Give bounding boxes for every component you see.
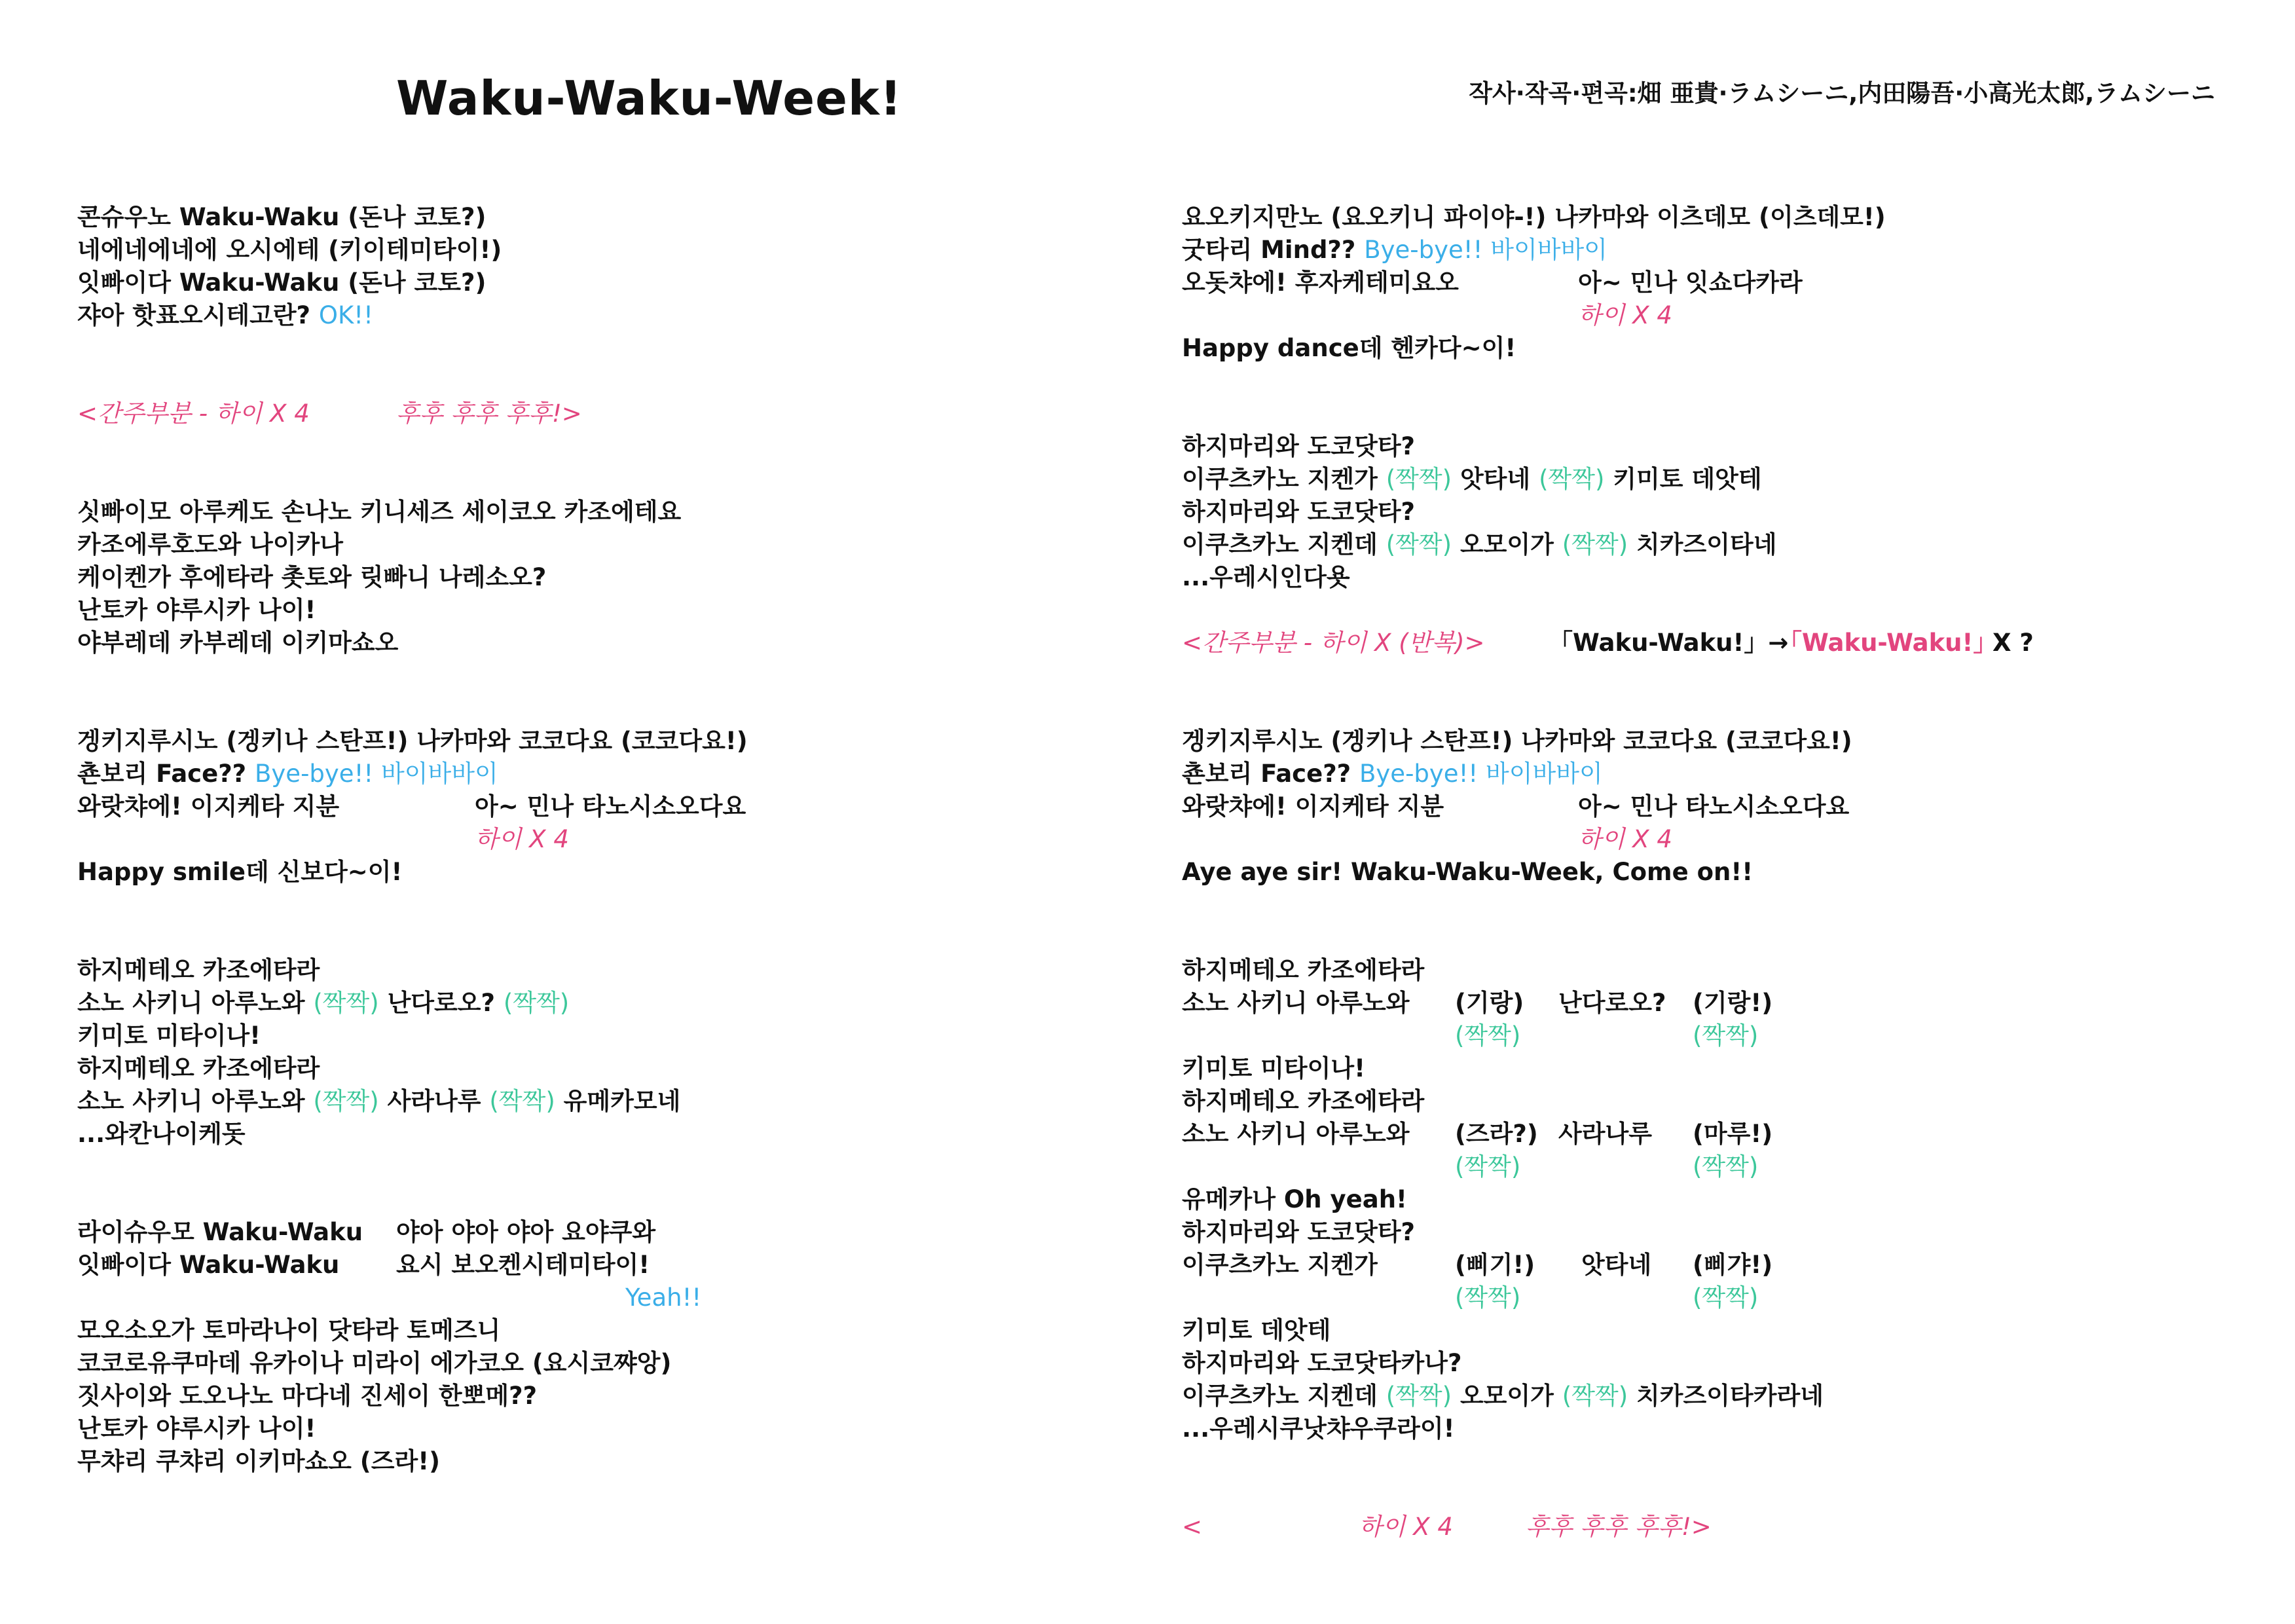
lyric-line: 난토카 야루시카 나이! bbox=[77, 1414, 316, 1443]
song-credits: 작사·작곡·편곡:畑 亜貴·ラムシーニ,内田陽吾·小高光太郎,ラムシーニ bbox=[1469, 79, 2215, 107]
lyric-line: 겡키지루시노 (겡키나 스탄프!) 나카마와 코코다요 (코코다요!) bbox=[1182, 727, 1852, 755]
lyric-line: 하지마리와 도코닷타? bbox=[1182, 1218, 1416, 1246]
lyric-line: 카조에루호도와 나이카나 bbox=[77, 530, 344, 559]
clap-callout: (짝짝) bbox=[313, 1087, 379, 1115]
lyric-line: 모오소오가 토마라나이 닷타라 토메즈니 bbox=[77, 1316, 501, 1344]
lyric-line: Happy smile데 신보다~이! bbox=[77, 858, 403, 886]
clap-callout: (짝짝) bbox=[489, 1087, 555, 1115]
lyric-line: 하지마리와 도코닷타카나? bbox=[1182, 1349, 1462, 1377]
lyric-line: 야부레데 카부레데 이키마쇼오 bbox=[77, 629, 399, 657]
lyric-line: 하지메테오 카조에타라 bbox=[1182, 956, 1425, 984]
lyric-line: 싯빠이모 아루케도 손나노 키니세즈 세이코오 카조에테요 bbox=[77, 498, 682, 526]
lyric-line: 콘슈우노 Waku-Waku (돈나 코토?) bbox=[77, 203, 487, 231]
lyric-line: 케이켄가 후에타라 촛토와 릿빠니 나레소오? bbox=[77, 563, 547, 591]
lyric-line: 하지메테오 카조에타라 bbox=[1182, 1087, 1425, 1115]
clap-callout: (짝짝) bbox=[1386, 530, 1452, 559]
lyric-line: 키미토 미타이나! bbox=[77, 1022, 261, 1050]
lyric-line: 무챠리 쿠챠리 이키마쇼오 (즈라!) bbox=[77, 1447, 440, 1475]
lyric-line: 키미토 미타이나! bbox=[1182, 1054, 1365, 1082]
lyric-line: ...우레시인다욧 bbox=[1182, 563, 1350, 591]
lyric-line: 소노 사키니 아루노와 (짝짝) 난다로오? (짝짝) bbox=[77, 989, 570, 1017]
lyric-line: Happy dance데 헨카다~이! bbox=[1182, 334, 1516, 362]
clap-callout: (짝짝) bbox=[1386, 465, 1452, 493]
lyric-line: ...우레시쿠낫챠우쿠라이! bbox=[1182, 1414, 1455, 1443]
lyric-line: 굿타리 Mind?? Bye-bye!! 바이바바이 bbox=[1182, 236, 1607, 264]
clap-callout: (짝짝) bbox=[1562, 1382, 1628, 1410]
lyric-line: 하지마리와 도코닷타? bbox=[1182, 498, 1416, 526]
lyric-line: 하지마리와 도코닷타? bbox=[1182, 432, 1416, 460]
lyric-line: 코코로유쿠마데 유카이나 미라이 에가코오 (요시코쨔앙) bbox=[77, 1349, 672, 1377]
clap-callout: (짝짝) bbox=[503, 989, 570, 1017]
clap-callout: (짝짝) bbox=[1386, 1382, 1452, 1410]
callout-text: Bye-bye!! 바이바바이 bbox=[1364, 236, 1607, 264]
callout-text: Bye-bye!! 바이바바이 bbox=[1359, 760, 1603, 788]
lyric-line: 겡키지루시노 (겡키나 스탄프!) 나카마와 코코다요 (코코다요!) bbox=[77, 727, 748, 755]
lyric-line: 네에네에네에 오시에테 (키이테미타이!) bbox=[77, 236, 502, 264]
lyric-line: 키미토 데앗테 bbox=[1182, 1316, 1331, 1344]
lyric-line: 짓사이와 도오나노 마다네 진세이 한뽀메?? bbox=[77, 1382, 538, 1410]
lyric-line: 유메카나 Oh yeah! bbox=[1182, 1185, 1407, 1213]
lyric-line: 요오키지만노 (요오키니 파이야-!) 나카마와 이츠데모 (이츠데모!) bbox=[1182, 203, 1886, 231]
callout-text: 「Waku-Waku!」 bbox=[1778, 629, 1998, 657]
callout-text: OK!! bbox=[318, 301, 373, 329]
lyric-line: 소노 사키니 아루노와 (짝짝) 사라나루 (짝짝) 유메카모네 bbox=[77, 1087, 681, 1115]
lyric-line: 쟈아 핫표오시테고란? OK!! bbox=[77, 301, 373, 329]
clap-callout: (짝짝) bbox=[1562, 530, 1628, 559]
lyric-line: 쵼보리 Face?? Bye-bye!! 바이바바이 bbox=[1182, 760, 1603, 788]
lyric-line: 잇빠이다 Waku-Waku (돈나 코토?) bbox=[77, 268, 487, 297]
lyric-line: 난토카 야루시카 나이! bbox=[77, 596, 316, 624]
lyric-line: 쵼보리 Face?? Bye-bye!! 바이바바이 bbox=[77, 760, 498, 788]
callout-text: Bye-bye!! 바이바바이 bbox=[255, 760, 498, 788]
song-title: Waku-Waku-Week! bbox=[396, 71, 902, 126]
lyric-line: ...와칸나이케돗 bbox=[77, 1120, 246, 1148]
lyric-line: 하지메테오 카조에타라 bbox=[77, 956, 320, 984]
lyric-line: 이쿠츠카노 지켄데 (짝짝) 오모이가 (짝짝) 치카즈이타카라네 bbox=[1182, 1382, 1824, 1410]
lyric-line: 이쿠츠카노 지켄가 (짝짝) 앗타네 (짝짝) 키미토 데앗테 bbox=[1182, 465, 1762, 493]
lyric-line: 이쿠츠카노 지켄데 (짝짝) 오모이가 (짝짝) 치카즈이타네 bbox=[1182, 530, 1777, 559]
clap-callout: (짝짝) bbox=[1539, 465, 1605, 493]
clap-callout: (짝짝) bbox=[313, 989, 379, 1017]
lyric-line: Aye aye sir! Waku-Waku-Week, Come on!! bbox=[1182, 858, 1753, 886]
lyric-line: 하지메테오 카조에타라 bbox=[77, 1054, 320, 1082]
